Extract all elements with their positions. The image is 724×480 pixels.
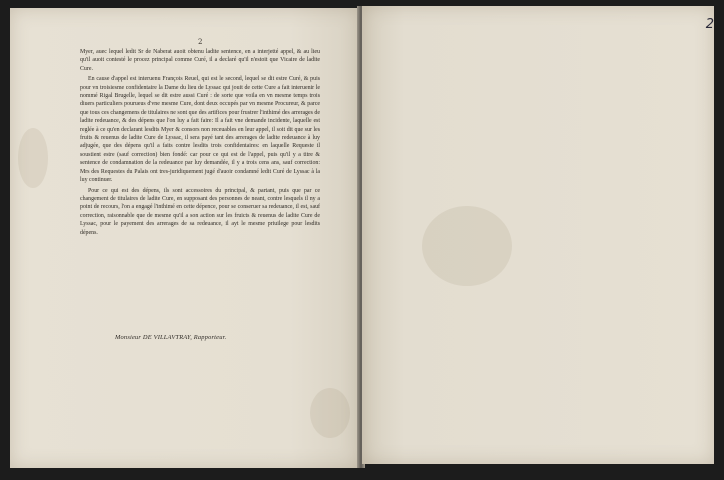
paper-stain xyxy=(422,206,512,286)
page-number: 2 xyxy=(198,38,203,46)
paragraph-1: Myer, auec lequel ledit Sr de Naberat auoit obtenu ladite sentence, en a interjetté appel, & au lieu qu'il auoit contesté le procez principal comme Curé, il a declaré qu'il n'estoit que Vicaire de ladite Cure. xyxy=(80,49,320,72)
paragraph-3: Pour ce qui est des dépens, ils sont accessoires du principal, & partant, puis que par ce changement de titulaires de ladite Cure, en supposant des personnes de neant, contre lesquels il ny a point de recours, l'on a engagé l'inthimé en cette dépence, pour se conseruer sa redeuance, il est, sauf correction, raisonnable que de mesme qu'il a son action sur les fruicts & reuenus de ladite Cure de Lyssac, pour le payement des arrerages de sa redeuance, il ayt le mesme priuilege pour lesdits dépens. xyxy=(80,187,320,236)
rapporteur-signature-line: Monsieur DE VILLAVTRAY, Rapporteur. xyxy=(115,334,227,341)
paper-stain xyxy=(18,128,48,188)
paragraph-2: En cause d'appel est interuenu François Reuel, qui est le second, lequel se dit estre Curé, & puis pour vn troisiesme confidentaire la Dame du lieu de Lyssac qui jouit de cette Cure a fait interuenir le nommé Rigal Brugelle, lequel se dit estre aussi Curé : de sorte que voila en vn mesme temps trois diuers particuliers pourueus d'vne mesme Cure, dont deux occupés par vn mesme Procureur, & parce que tous ces changemens de titulaires ne sont que des artifices pour frustrer l'inthimé des arrerages de ladite redeuance, & des dépens que l'on luy a fait faire: Il a fait vne demande incidente, laquelle est reglée à ce qu'en declarant lesdits Myer & consors non receuables en leur appel, il soit dit que sur les fruits & reuenus de ladite Cure de Lyssac, il sera payé tant des arrerages de ladite redeuance à luy adjugée, que des dépens qu'il a faits contre lesdits trois confidentaires: en laquelle Requeste il soustient estre (sauf correction) bien fondé: car pour ce qui est de l'appel, puis qu'il y a titre & sentence de condamnation de la redeuance par luy demandée, il y a trois cens ans, sauf correction: Mrs des Requestes du Palais ont tres-juridiquement jugé d'auoir condamné ledit Curé de Lyssac à la luy continuer. xyxy=(80,76,320,184)
paper-stain xyxy=(310,388,350,438)
right-page xyxy=(362,6,714,464)
handwritten-page-number: 2 xyxy=(705,17,714,32)
body-text xyxy=(80,48,320,239)
